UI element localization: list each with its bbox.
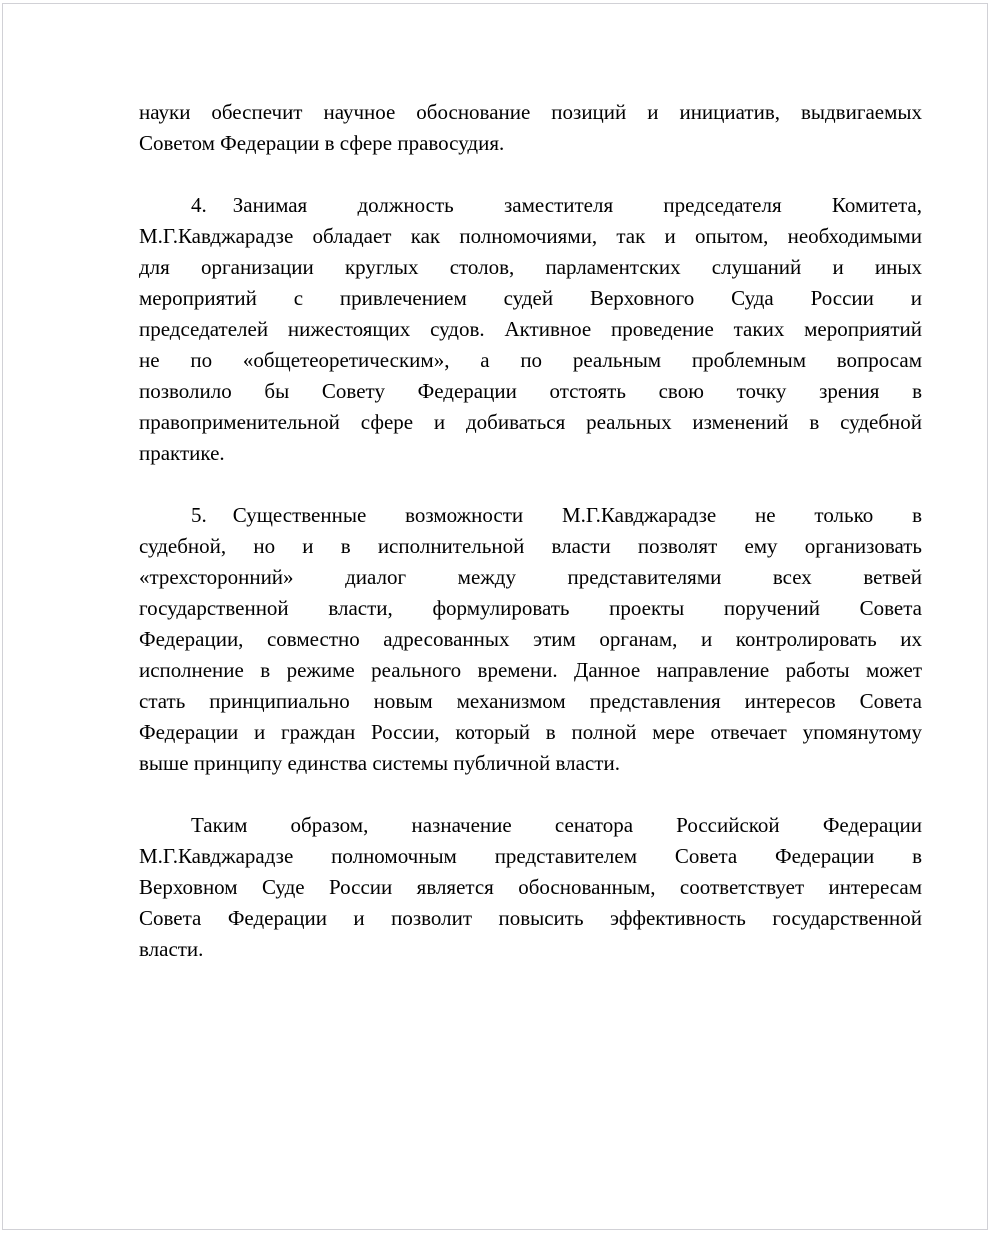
text-line: правоприменительной сфере и добиваться реальных изменений в судебной <box>139 410 922 434</box>
paragraph-number: 5. <box>191 503 207 527</box>
paragraph <box>139 97 922 159</box>
text-line: М.Г.Кавджарадзе полномочным представителем Совета Федерации в <box>139 844 922 868</box>
text-line: не по «общетеоретическим», а по реальным проблемным вопросам <box>139 348 922 372</box>
text-line: 4. Занимая должность заместителя председателя Комитета, <box>191 193 922 217</box>
text-line: Таким образом, назначение сенатора Российской Федерации <box>191 813 922 837</box>
text-line: Верховном Суде России является обоснованным, соответствует интересам <box>139 875 922 899</box>
text-line: 5. Существенные возможности М.Г.Кавджарадзе не только в <box>191 503 922 527</box>
paragraph <box>139 500 922 779</box>
text-line: исполнение в режиме реального времени. Данное направление работы может <box>139 658 922 682</box>
paragraph <box>139 810 922 965</box>
text-line: Федерации и граждан России, который в полной мере отвечает упомянутому <box>139 720 922 744</box>
text-line: М.Г.Кавджарадзе обладает как полномочиями, так и опытом, необходимыми <box>139 224 922 248</box>
paragraph-number: 4. <box>191 193 207 217</box>
text-line: власти. <box>139 937 204 961</box>
text-line: стать принципиально новым механизмом представления интересов Совета <box>139 689 922 713</box>
document-page <box>2 3 988 1230</box>
text-line: государственной власти, формулировать проекты поручений Совета <box>139 596 922 620</box>
text-line: науки обеспечит научное обоснование позиций и инициатив, выдвигаемых <box>139 100 922 124</box>
text-line: практике. <box>139 441 225 465</box>
text-line: выше принципу единства системы публичной власти. <box>139 751 620 775</box>
text-line: «трехсторонний» диалог между представителями всех ветвей <box>139 565 922 589</box>
text-line: Советом Федерации в сфере правосудия. <box>139 131 505 155</box>
paragraph <box>139 190 922 469</box>
text-line: председателей нижестоящих судов. Активное проведение таких мероприятий <box>139 317 922 341</box>
text-line: Совета Федерации и позволит повысить эффективность государственной <box>139 906 922 930</box>
text-line: позволило бы Совету Федерации отстоять свою точку зрения в <box>139 379 922 403</box>
text-line: для организации круглых столов, парламентских слушаний и иных <box>139 255 922 279</box>
text-line: мероприятий с привлечением судей Верховного Суда России и <box>139 286 922 310</box>
text-line: судебной, но и в исполнительной власти позволят ему организовать <box>139 534 922 558</box>
text-line: Федерации, совместно адресованных этим органам, и контролировать их <box>139 627 922 651</box>
document-body <box>139 97 922 996</box>
